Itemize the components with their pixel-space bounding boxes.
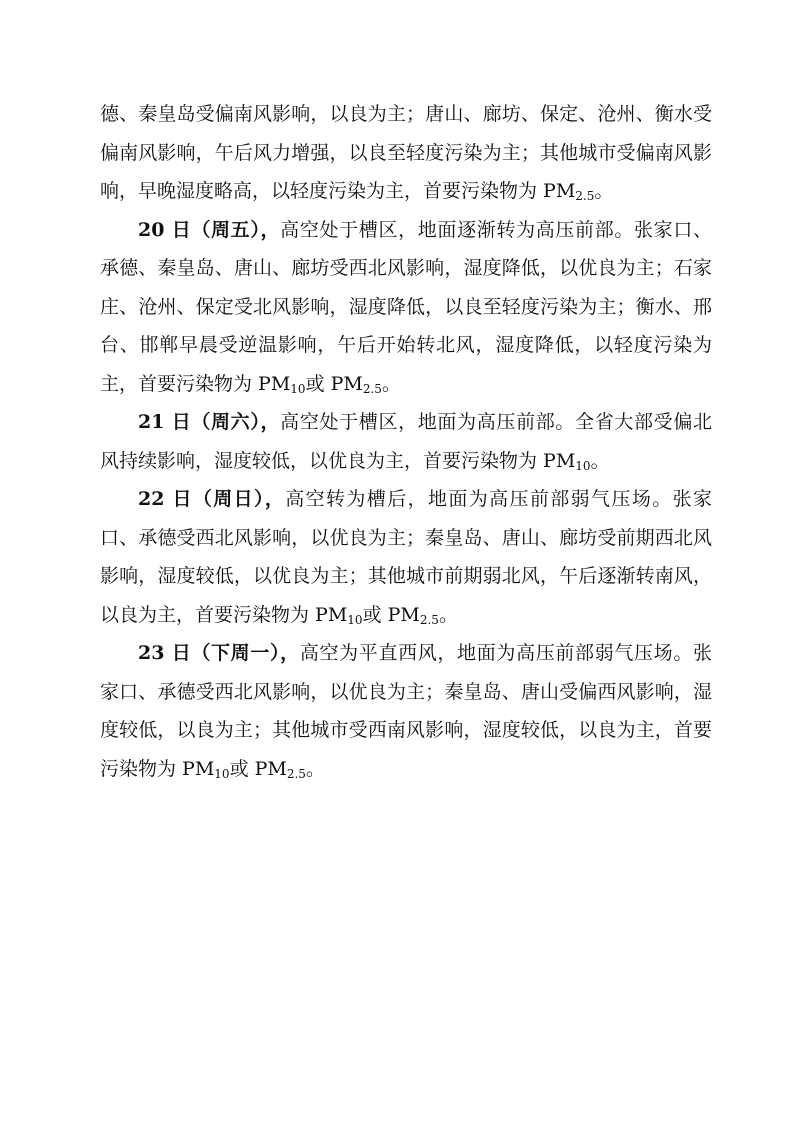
paragraph-text: 高空为平直西风，地面为高压前部弱气压场。张家口、承德受西北风影响，以优良为主；秦皇岛、唐山受偏西风影响，湿度较低，以良为主；其他城市受西南风影响，湿度较低，以良为主，首要污染物为 PM	[100, 642, 712, 780]
paragraph-text: 。	[590, 449, 610, 472]
document-page	[100, 95, 712, 788]
paragraph-day-21	[100, 403, 712, 480]
paragraph-text: 。	[594, 180, 614, 202]
pollutant-subscript: 2.5	[575, 189, 595, 203]
day-heading: 23 日（下周一），	[138, 642, 300, 664]
day-heading: 22 日（周日），	[138, 488, 286, 510]
pollutant-subscript: 10	[347, 612, 363, 627]
paragraph-day-22	[100, 480, 712, 634]
pollutant-subscript: 2.5	[286, 766, 306, 781]
paragraph-text: 或 PM	[229, 757, 287, 780]
paragraph-text: 高空处于槽区，地面逐渐转为高压前部。张家口、承德、秦皇岛、唐山、廊坊受西北风影响，湿度降低，以优良为主；石家庄、沧州、保定受北风影响，湿度降低，以良至轻度污染为主；衡水、邢台、邯郸早晨受逆温影响，午后开始转北风，湿度降低，以轻度污染为主，首要污染物为 PM	[100, 218, 712, 395]
paragraph-text: 。	[305, 757, 325, 780]
paragraph-day-20	[100, 211, 712, 404]
paragraph-text: 或 PM	[305, 372, 363, 395]
pollutant-subscript: 2.5	[362, 381, 382, 396]
paragraph-text: 高空处于槽区，地面为高压前部。全省大部受偏北风持续影响，湿度较低，以优良为主，首要污染物为 PM	[100, 411, 712, 472]
pollutant-subscript: 10	[575, 458, 591, 473]
paragraph-text: 或 PM	[362, 603, 420, 626]
pollutant-subscript: 10	[290, 381, 306, 396]
pollutant-subscript: 10	[214, 766, 230, 781]
paragraph-text: 德、秦皇岛受偏南风影响，以良为主；唐山、廊坊、保定、沧州、衡水受偏南风影响，午后风力增强，以良至轻度污染为主；其他城市受偏南风影响，早晚湿度略高，以轻度污染为主，首要污染物为 PM	[100, 103, 712, 202]
pollutant-subscript: 2.5	[419, 612, 439, 627]
paragraph-day-23	[100, 634, 712, 788]
day-heading: 20 日（周五），	[138, 218, 281, 241]
paragraph-text: 。	[438, 603, 458, 626]
paragraph-text: 高空转为槽后，地面为高压前部弱气压场。张家口、承德受西北风影响，以优良为主；秦皇岛、唐山、廊坊受前期西北风影响，湿度较低，以优良为主；其他城市前期弱北风，午后逐渐转南风，以良为主，首要污染物为 PM	[100, 488, 712, 626]
day-heading: 21 日（周六），	[138, 411, 281, 433]
paragraph-text: 。	[381, 372, 401, 395]
paragraph-continued-forecast	[100, 95, 712, 211]
